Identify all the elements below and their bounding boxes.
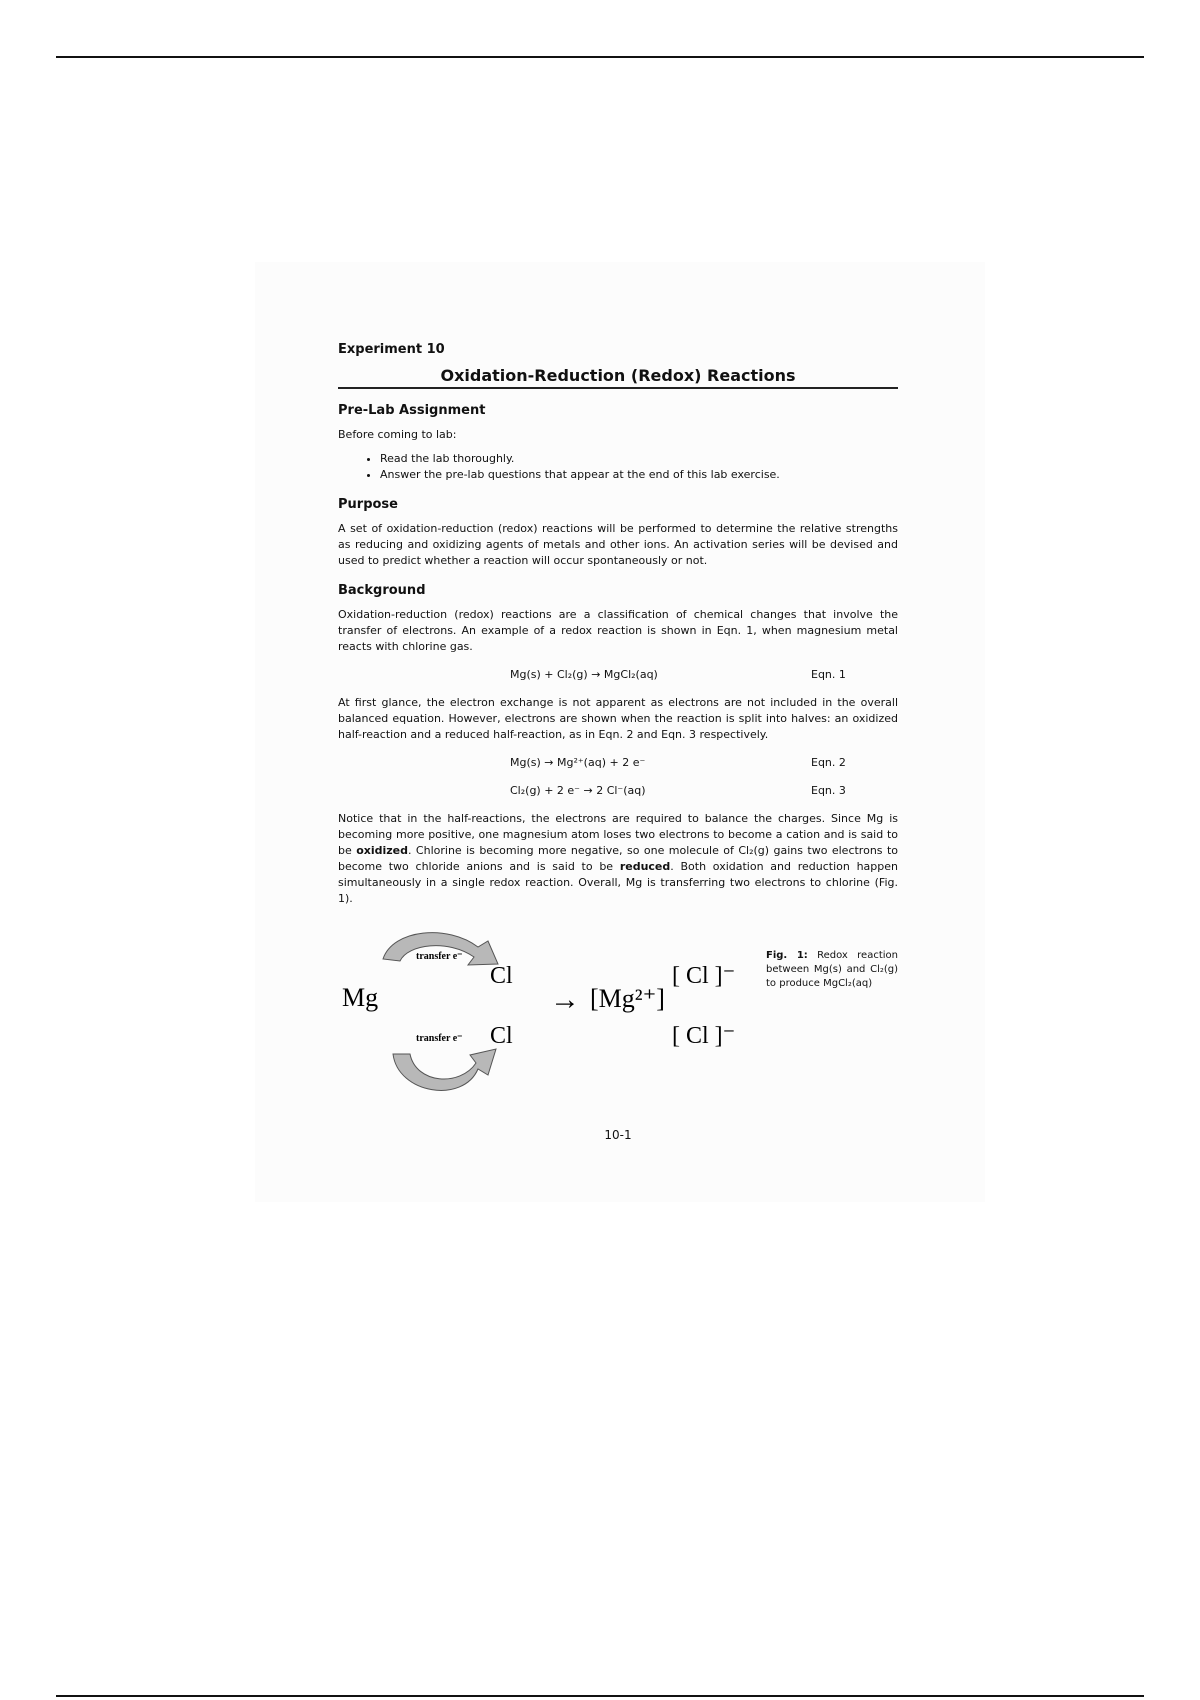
prelab-intro: Before coming to lab: xyxy=(338,428,457,441)
background-paragraph-1: Oxidation-reduction (redox) reactions are a classification of chemical changes that involve the transfer of electrons. An example of a redox reaction is shown in Eqn. 1, when magnesium metal reacts with chlorine gas. xyxy=(338,608,898,653)
figure-caption xyxy=(766,949,898,991)
cl-atom-top: Cl xyxy=(490,963,513,989)
product-anion-bottom: [ Cl ]⁻ xyxy=(672,1023,736,1049)
equation-2-expression: Mg(s) → Mg²⁺(aq) + 2 e⁻ xyxy=(510,756,646,769)
paragraph-3-part-b: . Chlorine is becoming more negative, so one molecule of Cl₂(g) gains two electrons to become two chloride anions and is said to be xyxy=(338,844,898,873)
paragraph-3-part-c: . Both oxidation and reduction happen simultaneously in a single redox reaction. Overall, Mg is transferring two electrons to chlorine (Fig. 1). xyxy=(338,860,898,905)
equation-3-label: Eqn. 3 xyxy=(811,784,846,797)
product-anion-top: [ Cl ]⁻ xyxy=(672,963,736,989)
background-heading: Background xyxy=(338,583,426,598)
document-body xyxy=(338,338,898,1143)
reaction-arrow-icon: → xyxy=(550,983,580,1016)
equation-1-label: Eqn. 1 xyxy=(811,668,846,681)
transfer-label-bottom: transfer e⁻ xyxy=(416,1033,463,1044)
redox-diagram xyxy=(338,919,758,1109)
experiment-label: Experiment 10 xyxy=(338,342,445,357)
prelab-heading: Pre-Lab Assignment xyxy=(338,403,486,418)
cl-atom-bottom: Cl xyxy=(490,1023,513,1049)
purpose-heading: Purpose xyxy=(338,497,398,512)
prelab-list xyxy=(338,451,898,483)
equation-2-label: Eqn. 2 xyxy=(811,756,846,769)
prelab-item: • Answer the pre-lab questions that appear at the end of this lab exercise. xyxy=(380,467,898,483)
equation-2 xyxy=(338,755,898,771)
product-cation: [Mg²⁺] xyxy=(590,984,665,1013)
purpose-text: A set of oxidation-reduction (redox) reactions will be performed to determine the relative strengths as reducing and oxidizing agents of metals and other ions. An activation series will be devised and used to predict whether a reaction will occur spontaneously or not. xyxy=(338,522,898,567)
prelab-item: • Read the lab thoroughly. xyxy=(380,451,898,467)
equation-1-expression: Mg(s) + Cl₂(g) → MgCl₂(aq) xyxy=(510,668,658,681)
caption-label: Fig. 1: xyxy=(766,950,808,961)
oxidized-term: oxidized xyxy=(356,844,408,857)
equation-1 xyxy=(338,667,898,683)
page-title: Oxidation-Reduction (Redox) Reactions xyxy=(338,368,898,389)
top-rule xyxy=(56,56,1144,58)
bottom-rule xyxy=(56,1695,1144,1697)
equation-3 xyxy=(338,783,898,799)
transfer-label-top: transfer e⁻ xyxy=(416,951,463,962)
background-paragraph-2: At first glance, the electron exchange is not apparent as electrons are not included in the overall balanced equation. However, electrons are shown when the reaction is split into halves: an oxidized half-reaction and a reduced half-reaction, as in Eqn. 2 and Eqn. 3 respectively. xyxy=(338,696,898,741)
background-paragraph-3 xyxy=(338,811,898,907)
paragraph-3-part-a: Notice that in the half-reactions, the electrons are required to balance the charges. Since Mg is becoming more positive, one magnesium atom loses two electrons to become a cation and is said to be xyxy=(338,812,898,857)
figure-1 xyxy=(338,919,898,1109)
equation-3-expression: Cl₂(g) + 2 e⁻ → 2 Cl⁻(aq) xyxy=(510,784,646,797)
caption-text: Redox reaction between Mg(s) and Cl₂(g) to produce MgCl₂(aq) xyxy=(766,950,898,989)
mg-atom: Mg xyxy=(342,983,379,1012)
bottom-transfer-arrow xyxy=(393,1049,496,1090)
page-number: 10-1 xyxy=(604,1128,632,1142)
reduced-term: reduced xyxy=(619,860,671,873)
